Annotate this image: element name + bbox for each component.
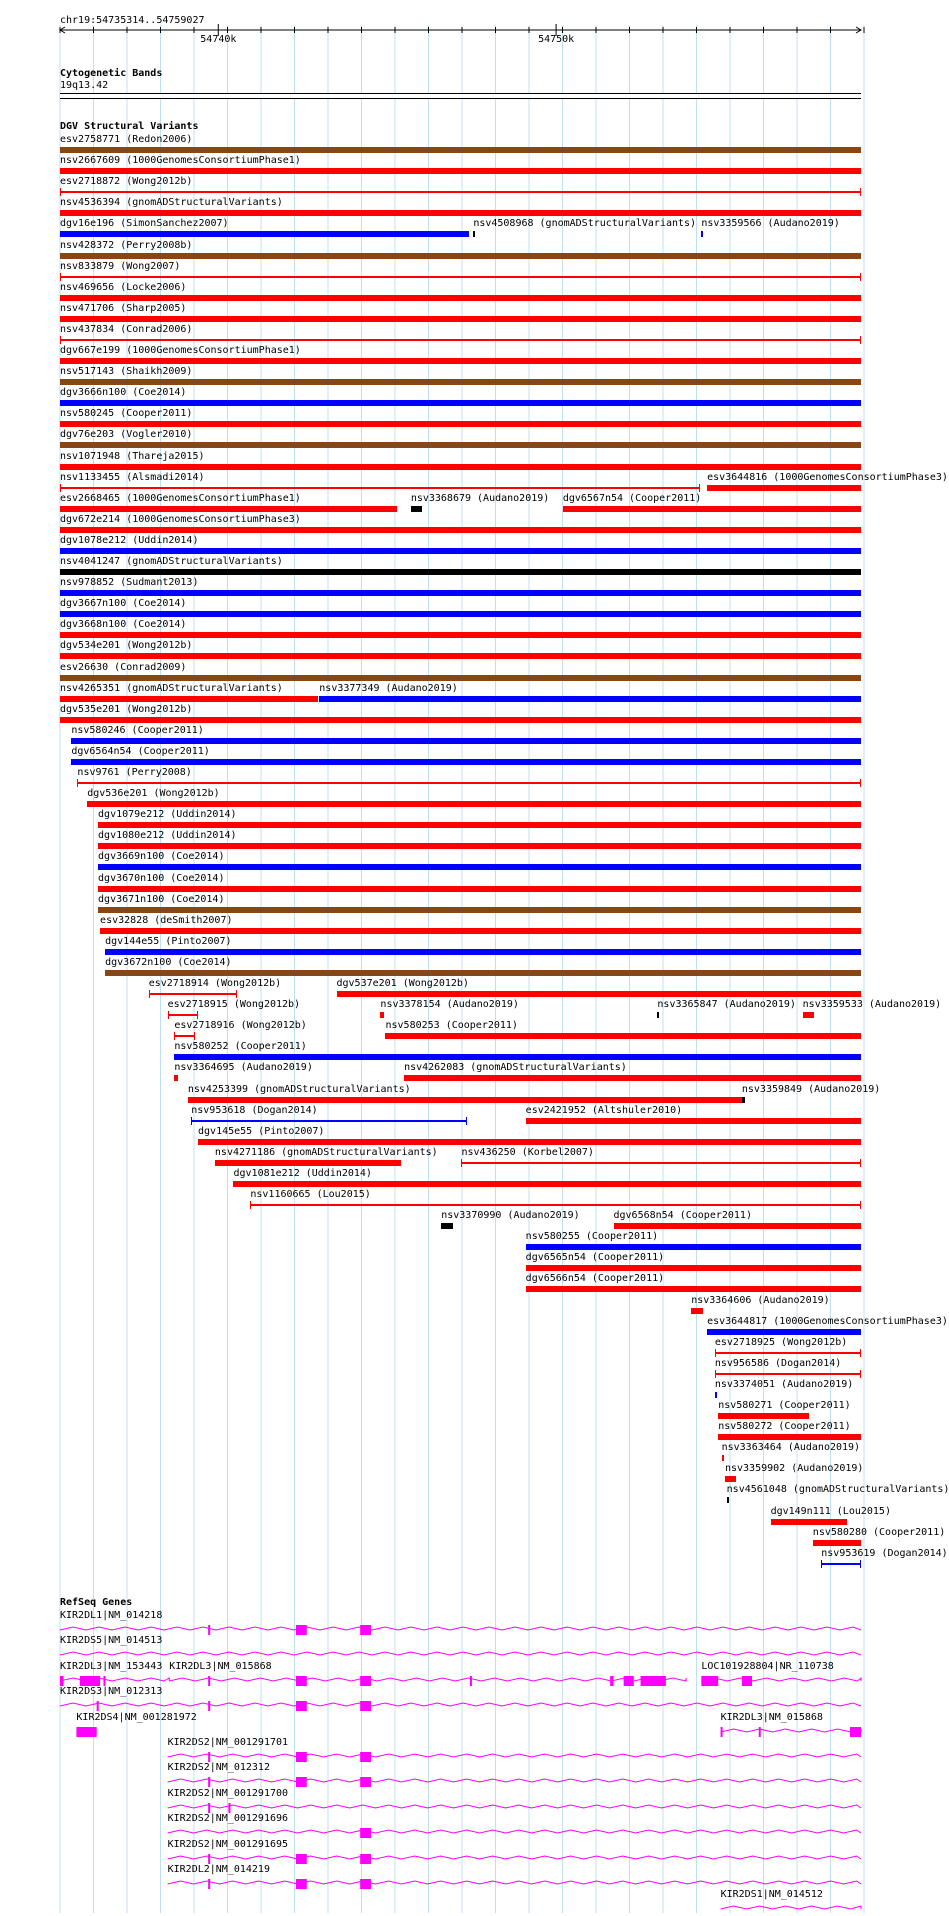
gene-exon <box>208 1879 210 1889</box>
gene-intron <box>721 1906 861 1909</box>
sv-feature-label: nsv4271186 (gnomADStructuralVariants) <box>214 1146 438 1158</box>
gene-exon <box>208 1803 210 1813</box>
sv-feature-label: nsv580271 (Cooper2011) <box>718 1400 851 1411</box>
gene-exon <box>208 1752 210 1762</box>
gene-label: KIR2DL1|NM_014218 <box>60 1610 163 1621</box>
sv-feature-label: nsv3377349 (Audano2019) <box>319 682 458 694</box>
sv-feature-label: dgv3666n100 (Coe2014) <box>60 387 187 399</box>
sv-feature-label: dgv535e201 (Wong2012b) <box>60 703 193 715</box>
sv-feature-label: esv2718914 (Wong2012b) <box>148 978 282 989</box>
sv-feature-label: dgv6567n54 (Cooper2011) <box>562 492 702 504</box>
gene-exon <box>850 1727 861 1737</box>
gene-exon <box>759 1727 761 1737</box>
gene-intron <box>60 1703 861 1706</box>
sv-feature-label: dgv3671n100 (Coe2014) <box>98 893 225 905</box>
gene-label: KIR2DS2|NM_001291700 <box>167 1787 289 1799</box>
gene-exon <box>721 1727 723 1737</box>
sv-feature-label: nsv953618 (Dogan2014) <box>191 1104 318 1116</box>
sv-feature-label: esv32828 (deSmith2007) <box>100 914 233 926</box>
sv-feature-label: nsv3365847 (Audano2019) <box>657 999 796 1011</box>
sv-feature-label: dgv144e55 (Pinto2007) <box>105 935 232 947</box>
gene-label: KIR2DL2|NM_014219 <box>167 1864 270 1875</box>
sv-feature-label: nsv3359902 (Audano2019) <box>724 1463 864 1475</box>
sv-feature-label: nsv3364606 (Audano2019) <box>691 1294 830 1306</box>
gene-exon <box>208 1854 210 1864</box>
gene-label: KIR2DS1|NM_014512 <box>720 1889 823 1901</box>
sv-feature-label: esv3644817 (1000GenomesConsortiumPhase3) <box>707 1315 948 1327</box>
sv-feature-label: nsv956586 (Dogan2014) <box>714 1357 842 1369</box>
sv-feature-label: dgv536e201 (Wong2012b) <box>87 788 220 800</box>
gene-exon <box>360 1854 371 1864</box>
sv-feature-label: dgv667e199 (1000GenomesConsortiumPhase1) <box>60 345 301 356</box>
sv-feature-label: nsv471706 (Sharp2005) <box>60 302 187 314</box>
sv-feature-label: nsv1071948 (Thareja2015) <box>60 450 205 462</box>
gene-exon <box>296 1879 307 1889</box>
sv-feature-label: nsv9761 (Perry2008) <box>77 767 192 778</box>
sv-feature-label: dgv1080e212 (Uddin2014) <box>98 830 237 842</box>
sv-feature-label: esv26630 (Conrad2009) <box>60 661 187 673</box>
sv-feature-label: nsv4041247 (gnomADStructuralVariants) <box>60 556 283 567</box>
sv-feature-label: esv2718916 (Wong2012b) <box>174 1020 307 1032</box>
sv-feature-label: dgv3668n100 (Coe2014) <box>60 619 187 631</box>
sv-feature-label: nsv3364695 (Audano2019) <box>174 1062 313 1074</box>
gene-exon <box>208 1777 210 1787</box>
sv-feature-label: esv2668465 (1000GenomesConsortiumPhase1) <box>60 492 301 504</box>
sv-feature-label: esv3644816 (1000GenomesConsortiumPhase3) <box>707 471 948 483</box>
sv-feature-label: esv2718925 (Wong2012b) <box>714 1336 848 1348</box>
gene-exon <box>296 1854 307 1864</box>
sv-feature-label: nsv3359533 (Audano2019) <box>802 999 942 1011</box>
gene-model[interactable] <box>0 1826 890 1840</box>
ruler-tick-label: 54750k <box>538 34 575 45</box>
gene-model[interactable] <box>0 1725 890 1739</box>
gene-label: KIR2DL3|NM_015868 <box>720 1711 823 1723</box>
sv-feature-label: nsv4561048 (gnomADStructuralVariants) <box>726 1484 949 1496</box>
gene-exon <box>360 1879 371 1889</box>
gene-model[interactable] <box>0 1852 890 1866</box>
dgv-track-title: DGV Structural Variants <box>60 121 199 132</box>
sv-feature-label: nsv469656 (Locke2006) <box>60 281 187 293</box>
gene-label: LOC101928804|NR_110738 <box>701 1660 834 1672</box>
gene-label: KIR2DL3|NM_153443 <box>60 1660 163 1672</box>
sv-feature-label: dgv534e201 (Wong2012b) <box>60 640 193 652</box>
sv-feature-label: nsv580280 (Cooper2011) <box>812 1526 946 1538</box>
gene-label: KIR2DS5|NM_014513 <box>60 1635 163 1647</box>
sv-feature-label: nsv3368679 (Audano2019) <box>410 492 550 504</box>
sv-feature-label: nsv580246 (Cooper2011) <box>71 724 204 736</box>
gene-exon <box>296 1752 307 1762</box>
sv-feature-label: dgv3669n100 (Coe2014) <box>98 851 225 863</box>
gene-exon <box>742 1676 752 1686</box>
sv-feature-label: nsv4508968 (gnomADStructuralVariants) <box>473 218 697 230</box>
sv-feature-label: dgv537e201 (Wong2012b) <box>336 978 469 989</box>
gene-exon <box>701 1676 718 1686</box>
gene-label: KIR2DL3|NM_015868 <box>169 1660 272 1672</box>
gene-exon <box>360 1752 371 1762</box>
sv-feature-label: dgv6564n54 (Cooper2011) <box>71 745 210 757</box>
sv-feature-label: esv2421952 (Altshuler2010) <box>525 1104 683 1116</box>
refseq-track-title: RefSeq Genes <box>60 1597 133 1608</box>
gene-exon <box>296 1625 307 1635</box>
sv-feature-label: dgv1081e212 (Uddin2014) <box>233 1167 372 1179</box>
sv-feature-label: dgv145e55 (Pinto2007) <box>198 1125 325 1137</box>
gene-exon <box>360 1828 371 1838</box>
gene-intron <box>168 1856 861 1859</box>
sv-feature-label: esv2718915 (Wong2012b) <box>167 999 301 1011</box>
gene-intron <box>168 1779 861 1782</box>
sv-feature-label: dgv672e214 (1000GenomesConsortiumPhase3) <box>60 513 301 525</box>
sv-feature-label: nsv580272 (Cooper2011) <box>718 1421 851 1433</box>
gene-exon <box>360 1625 371 1635</box>
gene-exon <box>296 1701 307 1711</box>
sv-feature-label: nsv580252 (Cooper2011) <box>174 1041 307 1053</box>
sv-feature-label: dgv6568n54 (Cooper2011) <box>613 1210 752 1222</box>
sv-feature-label: nsv3374051 (Audano2019) <box>714 1378 854 1390</box>
gene-intron <box>721 1729 861 1732</box>
sv-feature-label: nsv436250 (Korbel2007) <box>461 1146 594 1158</box>
gene-exon <box>296 1777 307 1787</box>
sv-feature-label: nsv3359849 (Audano2019) <box>741 1083 881 1095</box>
gene-intron <box>168 1805 861 1808</box>
sv-feature-label: dgv1079e212 (Uddin2014) <box>98 809 237 821</box>
gene-label: KIR2DS2|NM_001291696 <box>167 1813 289 1825</box>
gene-label: KIR2DS2|NM_001291695 <box>167 1838 289 1850</box>
gene-intron <box>168 1754 861 1757</box>
sv-feature-label: dgv6566n54 (Cooper2011) <box>525 1273 665 1285</box>
ruler-tick-label: 54740k <box>200 34 237 45</box>
gene-label: KIR2DS4|NM_001281972 <box>76 1711 197 1723</box>
gene-intron <box>701 1678 861 1681</box>
gene-model[interactable] <box>0 1750 890 1764</box>
gene-exon <box>360 1701 371 1711</box>
sv-feature-label: nsv580245 (Cooper2011) <box>60 408 193 420</box>
sv-feature-label: nsv3378154 (Audano2019) <box>380 999 519 1011</box>
gene-exon <box>97 1701 99 1711</box>
gene-intron <box>60 1627 861 1630</box>
sv-feature-label: nsv3359566 (Audano2019) <box>701 218 840 230</box>
sv-feature-label: nsv580253 (Cooper2011) <box>385 1020 518 1032</box>
sv-feature-label: nsv1133455 (Alsmadi2014) <box>60 471 205 483</box>
gene-intron <box>168 1830 861 1833</box>
sv-feature-label: nsv4536394 (gnomADStructuralVariants) <box>60 197 283 209</box>
coordinate-readout: chr19:54735314..54759027 <box>60 15 205 26</box>
gene-label: KIR2DS2|NM_012312 <box>167 1762 270 1774</box>
gene-intron <box>60 1652 861 1655</box>
gene-label: KIR2DS3|NM_012313 <box>60 1686 163 1698</box>
sv-feature-label: nsv517143 (Shaikh2009) <box>60 366 193 378</box>
gene-label: KIR2DS2|NM_001291701 <box>167 1737 289 1748</box>
sv-feature-label: dgv3672n100 (Coe2014) <box>105 956 232 968</box>
gene-model[interactable] <box>0 1801 890 1815</box>
sv-feature-label: nsv437834 (Conrad2006) <box>60 323 193 335</box>
cytoband-track-title: Cytogenetic Bands <box>60 68 163 79</box>
sv-feature-label: nsv428372 (Perry2008b) <box>60 239 193 251</box>
sv-feature-label: dgv16e196 (SimonSanchez2007) <box>60 218 229 230</box>
gene-exon <box>208 1625 210 1635</box>
sv-feature-label: nsv3370990 (Audano2019) <box>441 1210 580 1222</box>
sv-feature-label: esv2758771 (Redon2006) <box>60 134 193 145</box>
sv-feature-label: nsv978852 (Sudmant2013) <box>60 577 199 589</box>
gene-intron <box>168 1881 861 1884</box>
gene-model[interactable] <box>0 1902 890 1916</box>
sv-feature-label: dgv3667n100 (Coe2014) <box>60 598 187 610</box>
sv-feature-label: dgv76e203 (Vogler2010) <box>60 429 193 441</box>
sv-feature-label: dgv149n111 (Lou2015) <box>770 1505 891 1517</box>
gene-exon <box>360 1777 371 1787</box>
sv-feature-label: nsv580255 (Cooper2011) <box>525 1231 659 1243</box>
sv-feature-label: dgv3670n100 (Coe2014) <box>98 872 225 884</box>
sv-feature-label: esv2718872 (Wong2012b) <box>60 176 193 188</box>
sv-feature-label: dgv6565n54 (Cooper2011) <box>525 1252 665 1264</box>
gene-exon <box>228 1803 230 1813</box>
sv-feature-label: nsv1160665 (Lou2015) <box>250 1189 371 1200</box>
sv-feature-label: nsv3363464 (Audano2019) <box>721 1442 861 1454</box>
gene-exon <box>208 1701 210 1711</box>
sv-feature-label: nsv4262083 (gnomADStructuralVariants) <box>404 1062 627 1074</box>
sv-feature-label: nsv4253399 (gnomADStructuralVariants) <box>187 1083 411 1095</box>
sv-feature-label: nsv4265351 (gnomADStructuralVariants) <box>60 682 283 694</box>
cytoband-label: 19q13.42 <box>60 80 109 91</box>
gene-model[interactable] <box>0 1775 890 1789</box>
sv-feature-label: nsv2667609 (1000GenomesConsortiumPhase1) <box>60 155 301 167</box>
sv-feature-label: dgv1078e212 (Uddin2014) <box>60 534 199 546</box>
sv-feature-label: nsv833879 (Wong2007) <box>60 260 181 272</box>
sv-feature-label: nsv953619 (Dogan2014) <box>821 1547 948 1559</box>
